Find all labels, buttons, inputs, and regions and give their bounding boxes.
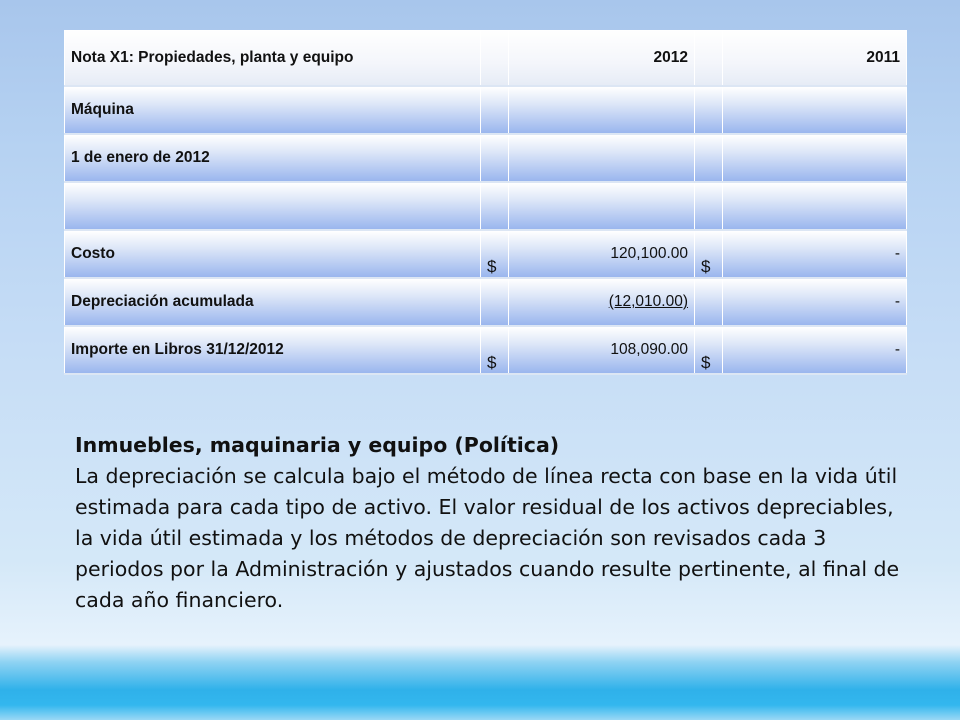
currency-2011 <box>695 278 723 326</box>
value-2012: (12,010.00) <box>509 278 695 326</box>
value-2012: 108,090.00 <box>509 326 695 374</box>
header-spacer-2 <box>695 30 723 86</box>
header-year-2012: 2012 <box>509 30 695 86</box>
value-2012 <box>509 134 695 182</box>
policy-body: La depreciación se calcula bajo el método de línea recta con base en la vida útil estimada para cada tipo de activo. El valor residual de los activos depreciables, la vida útil estimada y los métodos de depreciación son revisados cada 3 periodos por la Administración y ajustados cuando resulte pertinente, al final de cada año financiero. <box>75 464 900 612</box>
value-2011: - <box>723 230 907 278</box>
value-2011 <box>723 134 907 182</box>
policy-text-block <box>75 430 905 616</box>
currency-2012: $ <box>481 230 509 278</box>
table-row <box>65 134 907 182</box>
table-row <box>65 326 907 374</box>
currency-2011 <box>695 134 723 182</box>
table-row <box>65 230 907 278</box>
value-2012 <box>509 182 695 230</box>
property-note-table-container <box>64 30 906 375</box>
table-row <box>65 182 907 230</box>
currency-2012 <box>481 86 509 134</box>
currency-2012 <box>481 278 509 326</box>
value-2011 <box>723 182 907 230</box>
row-label: Costo <box>65 230 481 278</box>
currency-2011 <box>695 86 723 134</box>
value-2011: - <box>723 326 907 374</box>
property-note-table <box>64 30 907 375</box>
currency-2012 <box>481 182 509 230</box>
currency-2011: $ <box>695 326 723 374</box>
value-2011: - <box>723 278 907 326</box>
table-row <box>65 278 907 326</box>
currency-2011: $ <box>695 230 723 278</box>
row-label: 1 de enero de 2012 <box>65 134 481 182</box>
value-2012: 120,100.00 <box>509 230 695 278</box>
currency-2011 <box>695 182 723 230</box>
header-year-2011: 2011 <box>723 30 907 86</box>
table-title: Nota X1: Propiedades, planta y equipo <box>65 30 481 86</box>
header-spacer-1 <box>481 30 509 86</box>
value-2012 <box>509 86 695 134</box>
row-label <box>65 182 481 230</box>
table-row <box>65 86 907 134</box>
policy-title: Inmuebles, maquinaria y equipo (Política) <box>75 433 560 457</box>
table-header-row <box>65 30 907 86</box>
row-label: Depreciación acumulada <box>65 278 481 326</box>
currency-2012: $ <box>481 326 509 374</box>
currency-2012 <box>481 134 509 182</box>
row-label: Máquina <box>65 86 481 134</box>
row-label: Importe en Libros 31/12/2012 <box>65 326 481 374</box>
value-2011 <box>723 86 907 134</box>
